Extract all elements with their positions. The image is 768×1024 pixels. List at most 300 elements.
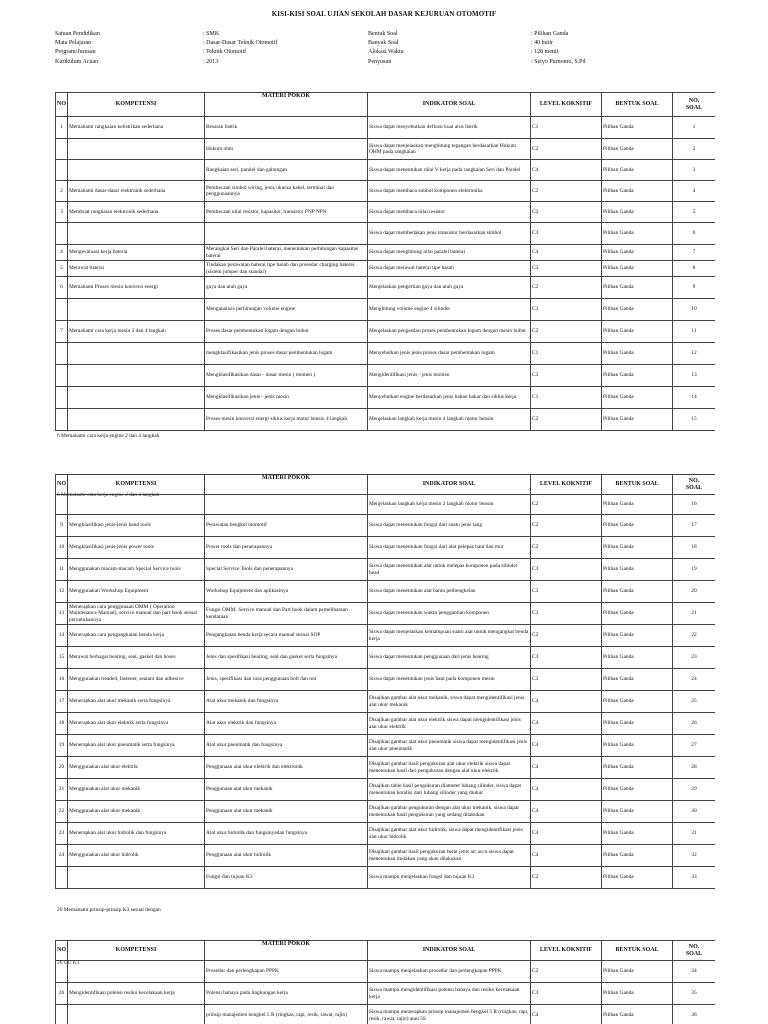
level-cell: C3 bbox=[531, 603, 602, 625]
level-cell: C4 bbox=[531, 691, 602, 713]
bentuk-cell: Pilihan Ganda bbox=[602, 261, 673, 277]
kompetensi-cell: Memahami rangkaian kelistrikan sederhana bbox=[68, 117, 205, 139]
row-no bbox=[56, 223, 68, 245]
materi-cell: Pembacaan simbol wiring, jenis ukuran kabel, terminal dan penggunaannya bbox=[205, 181, 368, 202]
bentuk-cell: Pilihan Ganda bbox=[602, 625, 673, 647]
meta-value: : Dasar-Dasar Teknik Otomotif bbox=[203, 40, 278, 47]
table-row bbox=[56, 823, 716, 845]
nosoal-cell: 8 bbox=[673, 261, 716, 277]
nosoal-cell: 2 bbox=[673, 139, 716, 160]
table-header-row bbox=[56, 93, 716, 117]
level-cell: C3 bbox=[531, 261, 602, 277]
materi-cell: Menganalisis perhitungan volume engine bbox=[205, 299, 368, 321]
nosoal-cell: 24 bbox=[673, 669, 716, 691]
nosoal-cell: 18 bbox=[673, 537, 716, 559]
nosoal-cell: 12 bbox=[673, 343, 716, 365]
level-cell: C4 bbox=[531, 1005, 602, 1024]
table-row bbox=[56, 160, 716, 181]
kompetensi-cell: Merawat baterai bbox=[68, 261, 205, 277]
nosoal-cell: 7 bbox=[673, 245, 716, 261]
bentuk-cell: Pilihan Ganda bbox=[602, 277, 673, 299]
indikator-cell: Siswa dapat menyebutkan definisi kuat arus listrik bbox=[368, 117, 531, 139]
bentuk-cell: Pilihan Ganda bbox=[602, 515, 673, 537]
bentuk-cell: Pilihan Ganda bbox=[602, 343, 673, 365]
kompetensi-cell bbox=[68, 139, 205, 160]
indikator-cell: Disajikan gambar hasil pengukuran berat jenis air accu siswa dapat menentukan tindakan yang akan dilakukan bbox=[368, 845, 531, 867]
row-no: 22 bbox=[56, 801, 68, 823]
materi-cell: Jenis dan spesifikasi bearing, seal dan gasket serta fungsinya bbox=[205, 647, 368, 669]
materi-cell: Fungsi dan tujuan K3 bbox=[205, 867, 368, 889]
level-cell: C3 bbox=[531, 983, 602, 1005]
header-materi: MATERI POKOK bbox=[205, 475, 368, 495]
indikator-cell: Disajikan table hasil pengukuran diameter lubang silinder, siswa dapat menentukan kondisi dari lubang silinder yang diukur bbox=[368, 779, 531, 801]
nosoal-cell: 23 bbox=[673, 647, 716, 669]
table-row bbox=[56, 845, 716, 867]
row-no: 7 bbox=[56, 321, 68, 343]
nosoal-cell: 14 bbox=[673, 387, 716, 409]
header-nosoal-line1: NO. bbox=[688, 944, 700, 951]
nosoal-cell: 1 bbox=[673, 117, 716, 139]
nosoal-cell: 15 bbox=[673, 409, 716, 431]
row-no: 1 bbox=[56, 117, 68, 139]
indikator-cell: Siswa dapat menentukan fungsi dari suatu jenis tang bbox=[368, 515, 531, 537]
bentuk-cell: Pilihan Ganda bbox=[602, 409, 673, 431]
bentuk-cell: Pilihan Ganda bbox=[602, 603, 673, 625]
indikator-cell: Siswa dapat menentukan nilai V kerja pada rangkaian Seri dan Paralel bbox=[368, 160, 531, 181]
kompetensi-cell: Membuat rangkaian elektronik sederhana bbox=[68, 202, 205, 223]
bentuk-cell: Pilihan Ganda bbox=[602, 691, 673, 713]
kompetensi-cell bbox=[68, 867, 205, 889]
materi-cell bbox=[205, 223, 368, 245]
indikator-cell: Mengidentifikasi jenis - jenis momen bbox=[368, 365, 531, 387]
materi-cell: Proses mesin konversi energi siklus kerja motor bensin 4 langkah bbox=[205, 409, 368, 431]
table-row bbox=[56, 1005, 716, 1024]
materi-cell: Jenis, spesifikasi dan cara penggunaan bolt dan nut bbox=[205, 669, 368, 691]
table-row bbox=[56, 713, 716, 735]
indikator-cell: Disajikan gambar alat ukur hidrolik, siswa dapat mengidentifikasi jenis alat ukur hidrolik bbox=[368, 823, 531, 845]
bentuk-cell: Pilihan Ganda bbox=[602, 581, 673, 603]
indikator-cell: Siswa mampu menjelaskan prosedur dan perlengkapan PPPK bbox=[368, 961, 531, 983]
table-row bbox=[56, 603, 716, 625]
table-row bbox=[56, 139, 716, 160]
nosoal-cell: 30 bbox=[673, 801, 716, 823]
indikator-cell: Siswa dapat menentukan alat bantu perbengkelan bbox=[368, 581, 531, 603]
meta-right-labels bbox=[368, 30, 404, 67]
header-no: NO bbox=[56, 941, 68, 961]
row-no bbox=[56, 160, 68, 181]
nosoal-cell: 20 bbox=[673, 581, 716, 603]
level-cell: C3 bbox=[531, 223, 602, 245]
kompetensi-cell: Merawat berbagai bearing, seal, gasket dan hoses bbox=[68, 647, 205, 669]
materi-cell: gaya dan arah gaya bbox=[205, 277, 368, 299]
header-nosoal bbox=[673, 93, 716, 117]
bentuk-cell: Pilihan Ganda bbox=[602, 983, 673, 1005]
indikator-cell: Siswa mampu mengidentifikasi potensi bahaya dan resiko kecelakaan kerja bbox=[368, 983, 531, 1005]
nosoal-cell: 17 bbox=[673, 515, 716, 537]
row-no: 15 bbox=[56, 647, 68, 669]
header-materi: MATERI POKOK bbox=[205, 93, 368, 117]
sheet-3 bbox=[55, 940, 715, 1024]
kompetensi-cell: Menggunakan macam-macam Special Service tools bbox=[68, 559, 205, 581]
indikator-cell: Siswa dapat membaca nilai resistor bbox=[368, 202, 531, 223]
document-title: KISI-KISI SOAL UJIAN SEKOLAH DASAR KEJURUAN OTOMOTIF bbox=[271, 10, 497, 18]
indikator-cell: Disajikan gambar pengukuran dengan alat ukur mekanik, siswa dapat menentukan hasil pengukuran yang sedang dilakukan bbox=[368, 801, 531, 823]
meta-label: Program/Jurusan bbox=[55, 49, 96, 56]
level-cell: C4 bbox=[531, 823, 602, 845]
bentuk-cell: Pilihan Ganda bbox=[602, 299, 673, 321]
nosoal-cell: 33 bbox=[673, 867, 716, 889]
nosoal-cell: 5 bbox=[673, 202, 716, 223]
level-cell: C1 bbox=[531, 117, 602, 139]
indikator-cell: Menghitung volume engine 4 silinder bbox=[368, 299, 531, 321]
indikator-cell: Disajikan gambar alat ukur pneumatik siswa dapat mengidentifikasi jenis alat ukur pneumatik bbox=[368, 735, 531, 757]
kompetensi-cell bbox=[68, 343, 205, 365]
bentuk-cell: Pilihan Ganda bbox=[602, 537, 673, 559]
meta-label: Kurikulum Acuan bbox=[55, 58, 99, 65]
kompetensi-cell: Mengklasifikasi jenis-jenis power tools bbox=[68, 537, 205, 559]
level-cell: C2 bbox=[531, 181, 602, 202]
table-header-row bbox=[56, 941, 716, 961]
level-cell: C4 bbox=[531, 735, 602, 757]
header-bentuk: BENTUK SOAL bbox=[602, 941, 673, 961]
bentuk-cell: Pilihan Ganda bbox=[602, 801, 673, 823]
kompetensi-cell: Memahami cara kerja mesin 2 dan 4 langkah bbox=[68, 321, 205, 343]
nosoal-cell: 31 bbox=[673, 823, 716, 845]
bentuk-cell: Pilihan Ganda bbox=[602, 321, 673, 343]
table-row bbox=[56, 261, 716, 277]
table-row bbox=[56, 867, 716, 889]
row-no: 17 bbox=[56, 691, 68, 713]
nosoal-cell: 26 bbox=[673, 713, 716, 735]
nosoal-cell: 11 bbox=[673, 321, 716, 343]
table-row bbox=[56, 757, 716, 779]
level-cell: C3 bbox=[531, 559, 602, 581]
kompetensi-cell: Memahami dasar-dasar elektronik sederhana bbox=[68, 181, 205, 202]
materi-cell: Alat ukur elektrik dan fungsinya bbox=[205, 713, 368, 735]
indikator-cell: Siswa dapat menentukan jenis baut pada komponen mesin bbox=[368, 669, 531, 691]
nosoal-cell: 29 bbox=[673, 779, 716, 801]
table-row bbox=[56, 409, 716, 431]
nosoal-cell: 25 bbox=[673, 691, 716, 713]
materi-cell: Pengangkatan benda kerja secara manual sesuai SOP bbox=[205, 625, 368, 647]
row-no: 26 bbox=[56, 983, 68, 1005]
level-cell: C2 bbox=[531, 202, 602, 223]
materi-cell: Special Service Tools dan penerapannya bbox=[205, 559, 368, 581]
row-no: 23 bbox=[56, 823, 68, 845]
indikator-cell: Menjelaskan langkah kerja mesin 4 langkah motor bensin bbox=[368, 409, 531, 431]
row-no: 24 bbox=[56, 845, 68, 867]
header-indikator: INDIKATOR SOAL bbox=[368, 475, 531, 495]
table-row bbox=[56, 581, 716, 603]
level-cell: C4 bbox=[531, 713, 602, 735]
nosoal-cell: 19 bbox=[673, 559, 716, 581]
nosoal-cell: 32 bbox=[673, 845, 716, 867]
row-no: 11 bbox=[56, 559, 68, 581]
bentuk-cell: Pilihan Ganda bbox=[602, 735, 673, 757]
row-no: 10 bbox=[56, 537, 68, 559]
materi-cell: Alat ukur pneumatik dan fungsinya bbox=[205, 735, 368, 757]
materi-cell: prinsip manajemen bengkel 5 R (ringkas, rapi, resik, rawat, rajin) bbox=[205, 1005, 368, 1024]
level-cell: C2 bbox=[531, 139, 602, 160]
indikator-cell: Disajikan gambar alat ukur mekanik, siswa dapat mengidentifikasi jenis alat ukur mekanik bbox=[368, 691, 531, 713]
meta-left-values bbox=[203, 30, 278, 67]
level-cell: C2 bbox=[531, 495, 602, 515]
row-no bbox=[56, 409, 68, 431]
row-no bbox=[56, 387, 68, 409]
table-row bbox=[56, 691, 716, 713]
header-level: LEVEL KOKNITIF bbox=[531, 93, 602, 117]
bentuk-cell: Pilihan Ganda bbox=[602, 181, 673, 202]
row-no bbox=[56, 867, 68, 889]
level-cell: C2 bbox=[531, 625, 602, 647]
table-row bbox=[56, 983, 716, 1005]
nosoal-cell: 13 bbox=[673, 365, 716, 387]
materi-cell: Prosedur dan perlengkapan PPPK bbox=[205, 961, 368, 983]
table-row bbox=[56, 245, 716, 261]
header-nosoal-line2: SOAL bbox=[685, 484, 703, 491]
level-cell: C3 bbox=[531, 647, 602, 669]
nosoal-cell: 9 bbox=[673, 277, 716, 299]
row-no: 21 bbox=[56, 779, 68, 801]
materi-cell: Alat ukur hidrolik dan fungsinyadan fungsinya bbox=[205, 823, 368, 845]
indikator-cell: Siswa dapat menghitung nilai paralel baterai bbox=[368, 245, 531, 261]
kompetensi-cell: Menerapkan alat ukur mekanik serta fungsinya bbox=[68, 691, 205, 713]
level-cell: C2 bbox=[531, 277, 602, 299]
table-row bbox=[56, 647, 716, 669]
indikator-cell: Siswa dapat membedakan jenis transistor berdasarkan simbol bbox=[368, 223, 531, 245]
kompetensi-cell bbox=[68, 961, 205, 983]
header-nosoal-line2: SOAL bbox=[685, 950, 703, 957]
kisi-table-3 bbox=[55, 940, 715, 1024]
nosoal-cell: 35 bbox=[673, 983, 716, 1005]
materi-cell: mengklasifikasikan jenis proses dasar pembentukan logam bbox=[205, 343, 368, 365]
nosoal-cell: 4 bbox=[673, 181, 716, 202]
header-kompetensi: KOMPETENSI bbox=[68, 475, 205, 495]
meta-label: Satuan Pendidikan bbox=[55, 31, 100, 37]
bentuk-cell: Pilihan Ganda bbox=[602, 779, 673, 801]
header-kompetensi: KOMPETENSI bbox=[68, 93, 205, 117]
indikator-cell: Siswa dapat membaca simbol komponen elektronika bbox=[368, 181, 531, 202]
bentuk-cell: Pilihan Ganda bbox=[602, 223, 673, 245]
materi-cell: Mengklasifikasikan dasar - dasar mesin ( momen ) bbox=[205, 365, 368, 387]
bentuk-cell: Pilihan Ganda bbox=[602, 823, 673, 845]
meta-label: Bentuk Soal bbox=[368, 31, 398, 37]
bentuk-cell: Pilihan Ganda bbox=[602, 245, 673, 261]
meta-label: Penyusun bbox=[368, 58, 392, 65]
nosoal-cell: 10 bbox=[673, 299, 716, 321]
row-no: 18 bbox=[56, 713, 68, 735]
kisi-table-2 bbox=[55, 474, 715, 889]
indikator-cell: Siswa dapat menjelaskan kemampuan suatu alat untuk mengangkat benda kerja bbox=[368, 625, 531, 647]
nosoal-cell: 28 bbox=[673, 757, 716, 779]
row-no bbox=[56, 1005, 68, 1024]
bentuk-cell: Pilihan Ganda bbox=[602, 757, 673, 779]
kompetensi-cell bbox=[68, 409, 205, 431]
indikator-cell: Disajikan gambar alat ukur elektrik siswa dapat mengidentifikasi jenis alat ukur elektrik bbox=[368, 713, 531, 735]
page-break-tail-text: 6 Memahami cara kerja engine 2 dan 4 langkah bbox=[57, 433, 160, 439]
level-cell: C4 bbox=[531, 245, 602, 261]
kompetensi-cell bbox=[68, 1005, 205, 1024]
table-row bbox=[56, 515, 716, 537]
indikator-cell: Siswa mampu menjelaskan fungsi dan tujuan K3 bbox=[368, 867, 531, 889]
kompetensi-cell: Menggunakan alat ukur mekanik bbox=[68, 779, 205, 801]
nosoal-cell: 16 bbox=[673, 495, 716, 515]
row-no: 9 bbox=[56, 515, 68, 537]
row-no: 4 bbox=[56, 245, 68, 261]
table-row bbox=[56, 625, 716, 647]
header-nosoal bbox=[673, 941, 716, 961]
header-nosoal bbox=[673, 475, 716, 495]
row-no: 3 bbox=[56, 202, 68, 223]
table-row bbox=[56, 801, 716, 823]
level-cell: C4 bbox=[531, 160, 602, 181]
meta-value: : 120 menit bbox=[531, 49, 559, 56]
bentuk-cell: Pilihan Ganda bbox=[602, 647, 673, 669]
level-cell: C4 bbox=[531, 801, 602, 823]
level-cell: C2 bbox=[531, 537, 602, 559]
sheet-2 bbox=[55, 474, 715, 916]
row-no bbox=[56, 139, 68, 160]
table-row bbox=[56, 779, 716, 801]
indikator-cell: Siswa dapat menentukan waktu penggantian komponen bbox=[368, 603, 531, 625]
nosoal-cell: 36 bbox=[673, 1005, 716, 1024]
bentuk-cell: Pilihan Ganda bbox=[602, 202, 673, 223]
materi-cell bbox=[205, 495, 368, 515]
materi-cell: Power tools dan penerapannya bbox=[205, 537, 368, 559]
table-row bbox=[56, 559, 716, 581]
meta-value: : Setyo Purnomo, S.Pd bbox=[531, 58, 586, 65]
meta-left-labels bbox=[55, 30, 100, 67]
level-cell: C1 bbox=[531, 387, 602, 409]
level-cell: C4 bbox=[531, 779, 602, 801]
level-cell: C4 bbox=[531, 845, 602, 867]
bentuk-cell: Pilihan Ganda bbox=[602, 387, 673, 409]
nosoal-cell: 6 bbox=[673, 223, 716, 245]
materi-cell: Penggunaan alat ukur elektrik dan elektronik bbox=[205, 757, 368, 779]
kompetensi-cell: Mengidentifikasi potensi resiko kecelakaan kerja bbox=[68, 983, 205, 1005]
materi-cell: Fungsi OMM, Service manual dan Part book dalam pemeliharaan kendaraan bbox=[205, 603, 368, 625]
indikator-cell: Siswa dapat merawat baterai tipe basah bbox=[368, 261, 531, 277]
sheet-1 bbox=[55, 92, 715, 440]
table-row bbox=[56, 321, 716, 343]
meta-value: : 40 butir bbox=[531, 40, 553, 47]
kompetensi-cell: Mengklasifikasi jenis-jenis hand tools bbox=[68, 515, 205, 537]
kompetensi-cell: Menerapkan cara penggunaan OMM ( Operation Maintenance Manual), service manual dan part book sesuai peruntukannya bbox=[68, 603, 205, 625]
bentuk-cell: Pilihan Ganda bbox=[602, 117, 673, 139]
row-no: 2 bbox=[56, 181, 68, 202]
indikator-cell: Menjelaskan pengertian proses pembentukan logam dengan mesin bubut bbox=[368, 321, 531, 343]
materi-cell: Potensi bahaya pada lingkungan kerja bbox=[205, 983, 368, 1005]
materi-cell: Perawatan bengkel otomotif bbox=[205, 515, 368, 537]
table-row bbox=[56, 669, 716, 691]
kompetensi-cell bbox=[68, 160, 205, 181]
level-cell: C3 bbox=[531, 669, 602, 691]
meta-label: Mata Pelajaran bbox=[55, 40, 92, 47]
nosoal-cell: 21 bbox=[673, 603, 716, 625]
header-nosoal-line1: NO. bbox=[688, 98, 700, 105]
indikator-cell: Siswa mampu menerapkan prinsip manajemen bengkel 5 R (ringkas, rapi, resik, rawat, rajin) atau 5S bbox=[368, 1005, 531, 1024]
materi-cell: Mengklasifikasikan jenis - jenis mesin bbox=[205, 387, 368, 409]
table-row bbox=[56, 117, 716, 139]
materi-cell: Tindakan perawatan baterai tipe basah dan prosedur charging baterai (sistem jumper dan standar) bbox=[205, 261, 368, 277]
nosoal-cell: 27 bbox=[673, 735, 716, 757]
row-no: 12 bbox=[56, 581, 68, 603]
level-cell: C2 bbox=[531, 961, 602, 983]
level-cell: C1 bbox=[531, 343, 602, 365]
row-no: 6 bbox=[56, 277, 68, 299]
page-break-head-text: 8 Memahami cara kerja engine 2 dan 4 langkah bbox=[57, 492, 160, 498]
header-indikator: INDIKATOR SOAL bbox=[368, 941, 531, 961]
indikator-cell: Siswa dapat menentukan penggunaan dari jenis bearing bbox=[368, 647, 531, 669]
indikator-cell: Siswa dapat menentukan alat untuk melepas komponen pada silinder head bbox=[368, 559, 531, 581]
materi-cell: Rangkaian seri, paralel dan gabungan bbox=[205, 160, 368, 181]
bentuk-cell: Pilihan Ganda bbox=[602, 713, 673, 735]
row-no: 20 bbox=[56, 757, 68, 779]
level-cell: C4 bbox=[531, 757, 602, 779]
table-row bbox=[56, 277, 716, 299]
indikator-cell: Menyebutkan engine berdasarkan jenis bahan bakar dan siklus kerja bbox=[368, 387, 531, 409]
kompetensi-cell: Menggunakan alat ukur mekanik bbox=[68, 801, 205, 823]
kompetensi-cell bbox=[68, 387, 205, 409]
kompetensi-cell: Memahami Proses mesin konversi energi bbox=[68, 277, 205, 299]
nosoal-cell: 22 bbox=[673, 625, 716, 647]
table-row bbox=[56, 181, 716, 202]
row-no bbox=[56, 365, 68, 387]
level-cell: C2 bbox=[531, 321, 602, 343]
bentuk-cell: Pilihan Ganda bbox=[602, 495, 673, 515]
header-level: LEVEL KOKNITIF bbox=[531, 475, 602, 495]
header-indikator: INDIKATOR SOAL bbox=[368, 93, 531, 117]
table-row bbox=[56, 223, 716, 245]
materi-cell: Merangkai Seri dan Paralel baterai, menentukan perhitungan kapasitas baterai bbox=[205, 245, 368, 261]
row-no: 14 bbox=[56, 625, 68, 647]
row-no bbox=[56, 299, 68, 321]
table-row bbox=[56, 343, 716, 365]
header-bentuk: BENTUK SOAL bbox=[602, 93, 673, 117]
kompetensi-cell: Menggunakan alat ukur hidrolik bbox=[68, 845, 205, 867]
kisi-table-1 bbox=[55, 92, 715, 431]
meta-value: : SMK bbox=[203, 31, 220, 37]
indikator-cell: Siswa dapat menjelaskan menghitung tegangan berdasarkan Hukum OHM pada rangkaian bbox=[368, 139, 531, 160]
indikator-cell: Disajikan gambar hasil pengukuran alat ukur elektrik siswa dapat menentukan hasil dari pengukuran dengan alat ukur elektrik bbox=[368, 757, 531, 779]
page-break-head-text: 26 UU K3 bbox=[57, 960, 80, 966]
materi-cell: Penggunaan alat ukur hidrolik bbox=[205, 845, 368, 867]
kompetensi-cell: Mengevaluasi kerja baterai bbox=[68, 245, 205, 261]
header-materi: MATERI POKOK bbox=[205, 941, 368, 961]
level-cell: C2 bbox=[531, 409, 602, 431]
nosoal-cell: 34 bbox=[673, 961, 716, 983]
bentuk-cell: Pilihan Ganda bbox=[602, 845, 673, 867]
kompetensi-cell: Menerapkan alat ukur hidrolik dan fungsinya bbox=[68, 823, 205, 845]
bentuk-cell: Pilihan Ganda bbox=[602, 1005, 673, 1024]
materi-cell: Penggunaan alat ukur mekanik bbox=[205, 801, 368, 823]
header-nosoal-line1: NO. bbox=[688, 478, 700, 485]
kompetensi-cell bbox=[68, 299, 205, 321]
table-row bbox=[56, 387, 716, 409]
meta-value: : Pilihan Ganda bbox=[531, 31, 569, 37]
indikator-cell: Menyebutkan jenis jenis proses dasar pembentukan logam bbox=[368, 343, 531, 365]
table-row bbox=[56, 537, 716, 559]
table-row bbox=[56, 735, 716, 757]
header-no: NO bbox=[56, 475, 68, 495]
level-cell: C2 bbox=[531, 867, 602, 889]
meta-label: Alokasi Waktu bbox=[368, 49, 404, 56]
kompetensi-cell: Menggunakan treaded, fastener, sealant dan adhesive bbox=[68, 669, 205, 691]
table-row bbox=[56, 202, 716, 223]
meta-right-values bbox=[531, 30, 586, 67]
level-cell: C3 bbox=[531, 365, 602, 387]
materi-cell: Alat ukur mekanik dan fungsinya bbox=[205, 691, 368, 713]
